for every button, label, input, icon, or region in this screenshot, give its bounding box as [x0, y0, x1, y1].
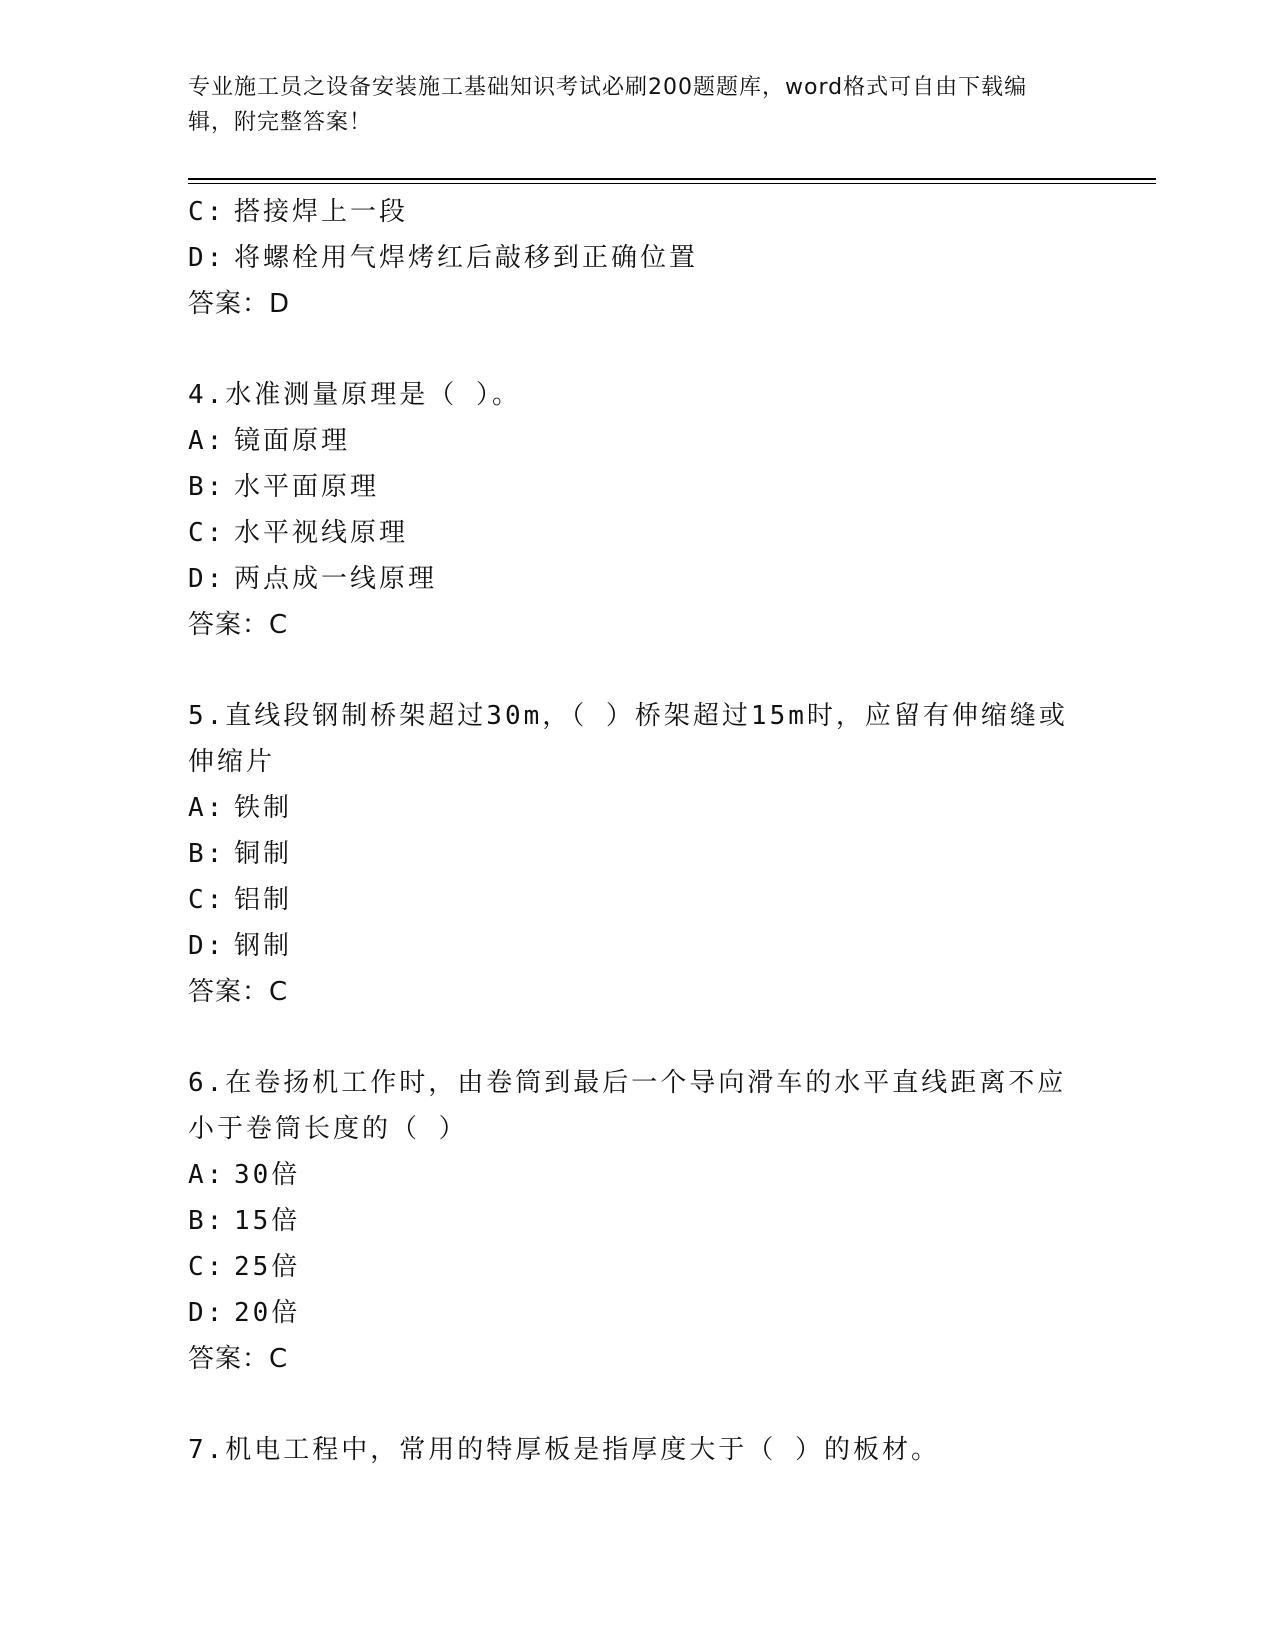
option-text: 铁制 — [234, 793, 293, 823]
option-d — [188, 556, 1068, 602]
option-letter: D: — [188, 243, 226, 273]
question-6 — [188, 1060, 1068, 1382]
option-text: 25倍 — [234, 1252, 301, 1282]
question-stem: 6.在卷扬机工作时，由卷筒到最后一个导向滑车的水平直线距离不应小于卷筒长度的（ ） — [188, 1068, 1067, 1144]
option-letter: B: — [188, 472, 226, 502]
option-d — [188, 923, 1068, 969]
option-letter: D: — [188, 564, 226, 594]
option-text: 30倍 — [234, 1160, 301, 1190]
question-stem: 7.机电工程中，常用的特厚板是指厚度大于（ ）的板材。 — [188, 1435, 940, 1465]
question-stem: 4.水准测量原理是（ ）。 — [188, 380, 521, 410]
option-text: 将螺栓用气焊烤红后敲移到正确位置 — [234, 243, 699, 273]
option-b — [188, 1198, 1068, 1244]
answer-line: 答案：C — [188, 610, 289, 640]
option-text: 搭接焊上一段 — [234, 197, 409, 227]
option-letter: C: — [188, 1252, 226, 1282]
option-text: 15倍 — [234, 1206, 301, 1236]
option-a — [188, 418, 1068, 464]
option-c — [188, 877, 1068, 923]
option-a — [188, 1152, 1068, 1198]
option-letter: A: — [188, 1160, 226, 1190]
option-text: 铝制 — [234, 885, 293, 915]
option-d — [188, 1290, 1068, 1336]
question-7 — [188, 1427, 1068, 1473]
option-letter: C: — [188, 518, 226, 548]
option-text: 20倍 — [234, 1298, 301, 1328]
option-text: 水平视线原理 — [234, 518, 409, 548]
option-c — [188, 189, 1068, 235]
option-letter: C: — [188, 197, 226, 227]
option-b — [188, 464, 1068, 510]
option-letter: A: — [188, 793, 226, 823]
option-text: 两点成一线原理 — [234, 564, 438, 594]
option-c — [188, 510, 1068, 556]
header-divider-thick — [188, 178, 1156, 180]
option-text: 水平面原理 — [234, 472, 380, 502]
answer-line: 答案：C — [188, 977, 289, 1007]
option-letter: A: — [188, 426, 226, 456]
header-divider-thin — [188, 183, 1156, 184]
question-4 — [188, 372, 1068, 648]
option-d — [188, 235, 1068, 281]
option-text: 铜制 — [234, 839, 293, 869]
option-letter: B: — [188, 839, 226, 869]
option-a — [188, 785, 1068, 831]
option-b — [188, 831, 1068, 877]
option-text: 钢制 — [234, 931, 293, 961]
option-c — [188, 1244, 1068, 1290]
question-5 — [188, 693, 1068, 1015]
question-3-continued — [188, 189, 1068, 327]
answer-line: 答案：C — [188, 1344, 289, 1374]
document-header: 专业施工员之设备安装施工基础知识考试必刷200题题库，word格式可自由下载编辑，附完整答案！ — [188, 75, 1028, 135]
question-list — [188, 189, 1068, 1473]
option-text: 镜面原理 — [234, 426, 351, 456]
option-letter: B: — [188, 1206, 226, 1236]
answer-line: 答案：D — [188, 289, 291, 319]
option-letter: D: — [188, 931, 226, 961]
question-stem: 5.直线段钢制桥架超过30m，（ ）桥架超过15m时，应留有伸缩缝或伸缩片 — [188, 701, 1068, 777]
option-letter: D: — [188, 1298, 226, 1328]
option-letter: C: — [188, 885, 226, 915]
